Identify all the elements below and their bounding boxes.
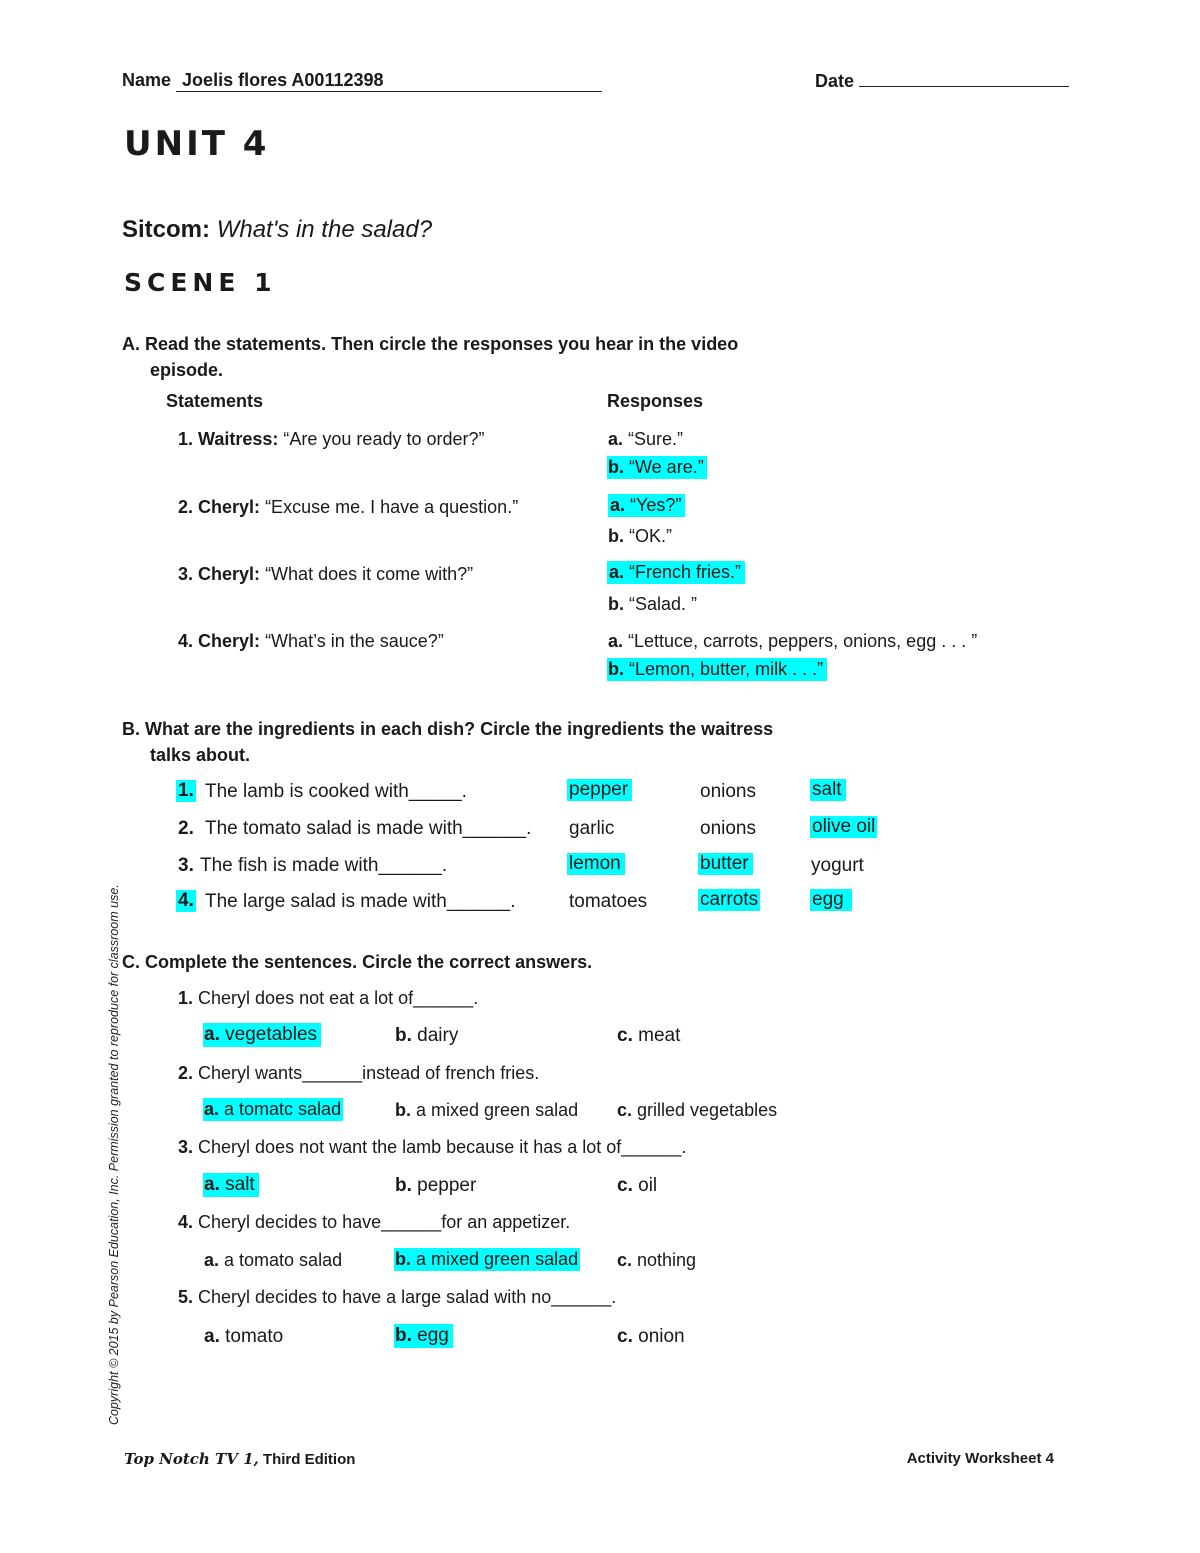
a-statement-2: 2. Cheryl: “Excuse me. I have a question.” bbox=[178, 497, 519, 517]
b-num-1: 1. bbox=[178, 780, 194, 801]
b-option-2-3[interactable]: olive oil bbox=[812, 816, 876, 837]
unit-title: UNIT 4 bbox=[124, 124, 270, 164]
footer-worksheet: Activity Worksheet 4 bbox=[906, 1450, 1054, 1467]
b-num-3: 3. bbox=[178, 855, 194, 876]
c-question-4: 4. Cheryl decides to have______for an appetizer. bbox=[178, 1212, 571, 1232]
c-answer-4b[interactable]: b. a mixed green salad bbox=[395, 1249, 579, 1269]
b-option-1-1[interactable]: pepper bbox=[567, 779, 632, 801]
name-value[interactable]: Joelis flores A00112398 bbox=[176, 70, 602, 92]
b-option-2-2[interactable]: onions bbox=[700, 818, 756, 839]
section-c-instruction: C. Complete the sentences. Circle the correct answers. bbox=[122, 952, 593, 972]
b-text-3: The fish is made with______. bbox=[200, 855, 448, 876]
c-question-2: 2. Cheryl wants______instead of french fries. bbox=[178, 1063, 540, 1083]
c-answer-4a[interactable]: a. a tomato salad bbox=[204, 1250, 343, 1270]
statements-header: Statements bbox=[166, 391, 264, 411]
a-response-3b[interactable]: b. “Salad. ” bbox=[608, 594, 698, 614]
c-answer-1a[interactable]: a. vegetables bbox=[203, 1023, 321, 1047]
section-b-instruction-cont: talks about. bbox=[150, 745, 251, 765]
a-response-1a[interactable]: a. “Sure.” bbox=[608, 429, 684, 449]
section-a-instruction: A. Read the statements. Then circle the responses you hear in the video bbox=[122, 334, 739, 354]
name-field[interactable] bbox=[122, 70, 602, 92]
c-question-1: 1. Cheryl does not eat a lot of______. bbox=[178, 988, 479, 1008]
b-option-3-1[interactable]: lemon bbox=[567, 853, 625, 875]
speaker: Waitress: bbox=[198, 429, 279, 449]
copyright-notice: Copyright © 2015 by Pearson Education, Inc. Permission granted to reproduce for classroom use. bbox=[107, 884, 121, 1425]
b-num-4: 4. bbox=[178, 890, 194, 911]
c-answer-3a[interactable]: a. salt bbox=[203, 1173, 259, 1197]
c-answer-3c[interactable]: c. oil bbox=[617, 1175, 658, 1196]
b-option-3-2[interactable]: butter bbox=[698, 853, 753, 875]
b-option-3-3[interactable]: yogurt bbox=[811, 855, 864, 876]
book-title: Top Notch TV 1, bbox=[124, 1450, 259, 1468]
a-response-4b[interactable]: b. “Lemon, butter, milk . . .” bbox=[607, 658, 827, 681]
a-response-1b[interactable]: b. “We are.” bbox=[607, 456, 707, 479]
section-a-instruction-cont: episode. bbox=[150, 360, 224, 380]
a-response-2a[interactable]: a. “Yes?” bbox=[608, 494, 685, 517]
a-statement-3: 3. Cheryl: “What does it come with?” bbox=[178, 564, 474, 584]
scene-title: SCENE 1 bbox=[124, 268, 277, 297]
c-question-5: 5. Cheryl decides to have a large salad with no______. bbox=[178, 1287, 617, 1307]
b-option-4-2[interactable]: carrots bbox=[700, 889, 759, 910]
responses-header: Responses bbox=[607, 391, 704, 411]
c-answer-3b[interactable]: b. pepper bbox=[395, 1175, 477, 1196]
b-option-4-1[interactable]: tomatoes bbox=[569, 891, 648, 912]
c-answer-4c[interactable]: c. nothing bbox=[617, 1250, 697, 1270]
b-text-2: The tomato salad is made with______. bbox=[205, 818, 532, 839]
section-b-letter: B. bbox=[122, 719, 140, 739]
date-value[interactable] bbox=[859, 68, 1069, 87]
speaker: Cheryl: bbox=[198, 631, 261, 651]
b-option-1-2[interactable]: onions bbox=[700, 781, 756, 802]
section-b-instruction: B. What are the ingredients in each dish? Circle the ingredients the waitress bbox=[122, 719, 774, 739]
name-label: Name bbox=[122, 70, 172, 90]
sitcom-heading bbox=[122, 216, 432, 244]
b-option-1-3[interactable]: salt bbox=[810, 779, 846, 801]
c-answer-5b[interactable]: b. egg bbox=[394, 1324, 453, 1348]
section-c-letter: C. bbox=[122, 952, 140, 972]
c-answer-1b[interactable]: b. dairy bbox=[395, 1025, 459, 1046]
c-answer-1c[interactable]: c. meat bbox=[617, 1025, 681, 1046]
a-statement-4: 4. Cheryl: “What’s in the sauce?” bbox=[178, 631, 444, 651]
c-answer-2c[interactable]: c. grilled vegetables bbox=[617, 1100, 778, 1120]
date-label: Date bbox=[815, 71, 855, 91]
section-a-letter: A. bbox=[122, 334, 140, 354]
c-answer-5c[interactable]: c. onion bbox=[617, 1326, 685, 1347]
speaker: Cheryl: bbox=[198, 564, 261, 584]
c-answer-2a[interactable]: a. a tomatc salad bbox=[204, 1099, 342, 1119]
c-question-3: 3. Cheryl does not want the lamb because it has a lot of______. bbox=[178, 1137, 687, 1157]
b-option-4-3[interactable]: egg bbox=[810, 889, 852, 911]
sitcom-title: What's in the salad? bbox=[216, 216, 433, 243]
a-response-3a[interactable]: a. “French fries.” bbox=[607, 561, 745, 584]
edition: Third Edition bbox=[258, 1451, 356, 1468]
b-text-4: The large salad is made with______. bbox=[205, 891, 516, 912]
b-option-2-1[interactable]: garlic bbox=[569, 818, 615, 839]
a-response-4a[interactable]: a. “Lettuce, carrots, peppers, onions, egg . . . ” bbox=[608, 631, 978, 651]
b-num-2: 2. bbox=[178, 818, 194, 839]
sitcom-label: Sitcom: bbox=[122, 216, 211, 243]
c-answer-5a[interactable]: a. tomato bbox=[204, 1326, 284, 1347]
a-response-2b[interactable]: b. “OK.” bbox=[608, 526, 673, 546]
date-field[interactable] bbox=[815, 68, 1069, 92]
c-answer-2b[interactable]: b. a mixed green salad bbox=[395, 1100, 579, 1120]
footer-book bbox=[124, 1450, 355, 1468]
b-text-1: The lamb is cooked with_____. bbox=[205, 781, 467, 802]
speaker: Cheryl: bbox=[198, 497, 261, 517]
a-statement-1: 1. Waitress: “Are you ready to order?” bbox=[178, 429, 485, 449]
